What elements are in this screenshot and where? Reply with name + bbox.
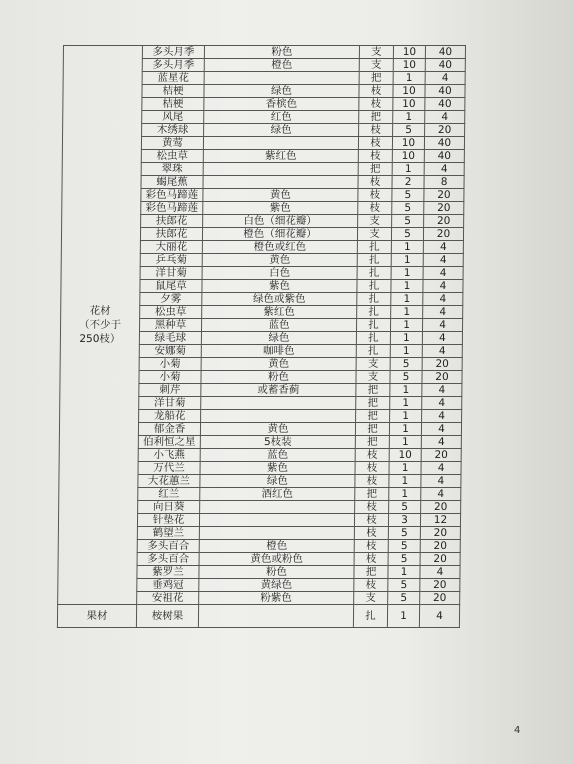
unit-cell: 把: [354, 566, 388, 579]
price-cell: 4: [422, 384, 462, 397]
unit-cell: 枝: [355, 449, 389, 462]
quantity-cell: 5: [392, 202, 424, 215]
item-spec-cell: 绿色: [204, 85, 359, 98]
price-cell: 4: [423, 306, 463, 319]
quantity-cell: 10: [393, 85, 425, 98]
item-name-cell: 向日葵: [138, 501, 200, 514]
item-name-cell: 绿毛球: [139, 332, 201, 345]
quantity-cell: 1: [391, 241, 423, 254]
price-cell: 40: [425, 46, 465, 59]
item-spec-cell: 香槟色: [204, 98, 359, 111]
item-name-cell: 风尾: [142, 111, 204, 124]
price-cell: 4: [421, 436, 461, 449]
item-name-cell: 垂鸡冠: [137, 579, 199, 592]
item-spec-cell: 白色: [202, 267, 357, 280]
item-spec-cell: 黄色: [201, 358, 356, 371]
unit-cell: 支: [359, 46, 393, 59]
quantity-cell: 10: [393, 46, 425, 59]
flower-material-table: [57, 45, 466, 628]
unit-cell: 枝: [355, 462, 389, 475]
item-name-cell: 彩色马蹄莲: [141, 202, 203, 215]
quantity-cell: 1: [389, 475, 421, 488]
price-cell: 40: [424, 150, 464, 163]
item-name-cell: 木绣球: [142, 124, 204, 137]
unit-cell: 扎: [357, 293, 391, 306]
item-name-cell: 安娜菊: [139, 345, 201, 358]
quantity-cell: 1: [389, 423, 421, 436]
table-body: [57, 46, 465, 628]
quantity-cell: 1: [390, 397, 422, 410]
unit-cell: 扎: [356, 319, 390, 332]
price-cell: 20: [425, 124, 465, 137]
item-name-cell: 郁金香: [138, 423, 200, 436]
quantity-cell: 1: [387, 605, 419, 628]
item-name-cell: 桔梗: [142, 85, 204, 98]
unit-cell: 支: [359, 59, 393, 72]
unit-cell: 支: [356, 358, 390, 371]
item-spec-cell: [199, 514, 354, 527]
item-spec-cell: 绿色或紫色: [202, 293, 357, 306]
unit-cell: 扎: [356, 345, 390, 358]
unit-cell: 枝: [358, 202, 392, 215]
item-spec-cell: 黄色或粉色: [199, 553, 354, 566]
item-spec-cell: 绿色: [200, 475, 355, 488]
item-name-cell: 蝎尾蕉: [141, 176, 203, 189]
price-cell: 8: [424, 176, 464, 189]
category-cell-fruit: 果材: [57, 605, 136, 628]
item-name-cell: 小飞燕: [138, 449, 200, 462]
unit-cell: 枝: [359, 98, 393, 111]
unit-cell: 扎: [356, 332, 390, 345]
item-spec-cell: 橙色（细花瓣）: [202, 228, 357, 241]
unit-cell: 把: [359, 72, 393, 85]
quantity-cell: 5: [390, 371, 422, 384]
unit-cell: 枝: [354, 514, 388, 527]
quantity-cell: 1: [389, 436, 421, 449]
unit-cell: 把: [356, 410, 390, 423]
price-cell: 20: [420, 540, 460, 553]
price-cell: 4: [422, 332, 462, 345]
price-cell: 20: [423, 228, 463, 241]
item-name-cell: 鹤望兰: [137, 527, 199, 540]
item-name-cell: 龙船花: [139, 410, 201, 423]
unit-cell: 扎: [357, 254, 391, 267]
unit-cell: 支: [356, 371, 390, 384]
item-spec-cell: 酒红色: [200, 488, 355, 501]
price-cell: 4: [421, 423, 461, 436]
quantity-cell: 5: [388, 527, 420, 540]
item-name-cell: 乒乓菊: [140, 254, 202, 267]
price-cell: 4: [421, 475, 461, 488]
quantity-cell: 1: [390, 345, 422, 358]
item-name-cell: 多头百合: [137, 540, 199, 553]
price-cell: 4: [422, 410, 462, 423]
quantity-cell: 1: [390, 384, 422, 397]
item-name-cell: 翠珠: [141, 163, 203, 176]
quantity-cell: 1: [390, 319, 422, 332]
item-name-cell: 红兰: [138, 488, 200, 501]
quantity-cell: 1: [388, 566, 420, 579]
item-spec-cell: 粉色: [201, 371, 356, 384]
unit-cell: 枝: [359, 85, 393, 98]
quantity-cell: 2: [392, 176, 424, 189]
quantity-cell: 1: [389, 462, 421, 475]
unit-cell: 支: [354, 592, 388, 605]
item-spec-cell: 粉紫色: [199, 592, 354, 605]
quantity-cell: 1: [390, 332, 422, 345]
unit-cell: 枝: [358, 189, 392, 202]
item-name-cell: 大丽花: [140, 241, 202, 254]
price-cell: 20: [424, 189, 464, 202]
item-name-cell: 桔梗: [142, 98, 204, 111]
price-cell: 40: [424, 137, 464, 150]
item-spec-cell: [198, 605, 353, 628]
page-number: 4: [514, 725, 521, 736]
quantity-cell: 5: [388, 592, 420, 605]
item-name-cell: 洋甘菊: [140, 267, 202, 280]
item-spec-cell: [203, 176, 358, 189]
price-cell: 4: [420, 566, 460, 579]
item-name-cell: 万代兰: [138, 462, 200, 475]
unit-cell: 枝: [355, 501, 389, 514]
item-name-cell: 彩色马蹄莲: [141, 189, 203, 202]
item-spec-cell: 黄色: [202, 254, 357, 267]
item-name-cell: 多头月季: [142, 59, 204, 72]
unit-cell: 把: [355, 488, 389, 501]
item-name-cell: 刺芹: [139, 384, 201, 397]
table-row: [63, 46, 465, 59]
price-cell: 4: [425, 111, 465, 124]
price-cell: 4: [422, 319, 462, 332]
item-name-cell: 针垫花: [137, 514, 199, 527]
price-cell: 4: [425, 72, 465, 85]
item-spec-cell: 紫色: [202, 280, 357, 293]
item-spec-cell: 橙色: [204, 59, 359, 72]
item-spec-cell: 黄色: [203, 189, 358, 202]
unit-cell: 把: [356, 397, 390, 410]
item-spec-cell: 粉色: [204, 46, 359, 59]
item-name-cell: 松虫草: [141, 150, 203, 163]
unit-cell: 扎: [353, 605, 387, 628]
quantity-cell: 1: [391, 293, 423, 306]
unit-cell: 把: [356, 384, 390, 397]
item-name-cell: 多头月季: [142, 46, 204, 59]
unit-cell: 枝: [358, 137, 392, 150]
item-spec-cell: 紫红色: [202, 306, 357, 319]
table-row-fruit: [57, 605, 459, 628]
unit-cell: 枝: [354, 527, 388, 540]
quantity-cell: 5: [393, 124, 425, 137]
unit-cell: 把: [358, 163, 392, 176]
quantity-cell: 1: [392, 163, 424, 176]
price-cell: 20: [421, 449, 461, 462]
item-spec-cell: [200, 501, 355, 514]
unit-cell: 枝: [354, 553, 388, 566]
price-cell: 12: [420, 514, 460, 527]
price-cell: 20: [424, 202, 464, 215]
unit-cell: 支: [358, 215, 392, 228]
price-cell: 4: [423, 241, 463, 254]
unit-cell: 枝: [358, 150, 392, 163]
unit-cell: 支: [357, 228, 391, 241]
item-name-cell: 扶郎花: [140, 228, 202, 241]
unit-cell: 把: [355, 436, 389, 449]
price-cell: 4: [421, 462, 461, 475]
unit-cell: 扎: [357, 241, 391, 254]
quantity-cell: 1: [393, 72, 425, 85]
quantity-cell: 5: [389, 501, 421, 514]
item-spec-cell: 紫色: [203, 202, 358, 215]
item-spec-cell: 5枝装: [200, 436, 355, 449]
price-cell: 4: [423, 280, 463, 293]
price-cell: 20: [420, 579, 460, 592]
item-spec-cell: 蓝色: [200, 449, 355, 462]
quantity-cell: 5: [388, 579, 420, 592]
item-spec-cell: [203, 163, 358, 176]
item-spec-cell: 绿色: [204, 124, 359, 137]
item-spec-cell: 紫色: [200, 462, 355, 475]
item-spec-cell: 黄绿色: [199, 579, 354, 592]
item-name-cell: 松虫草: [140, 306, 202, 319]
item-spec-cell: [201, 397, 356, 410]
quantity-cell: 1: [391, 280, 423, 293]
item-spec-cell: 紫红色: [203, 150, 358, 163]
price-cell: 40: [425, 59, 465, 72]
quantity-cell: 1: [391, 306, 423, 319]
price-cell: 40: [425, 85, 465, 98]
quantity-cell: 10: [393, 98, 425, 111]
price-cell: 4: [423, 293, 463, 306]
price-cell: 20: [420, 592, 460, 605]
quantity-cell: 1: [391, 267, 423, 280]
unit-cell: 枝: [359, 124, 393, 137]
price-cell: 4: [422, 345, 462, 358]
unit-cell: 枝: [354, 579, 388, 592]
item-spec-cell: 粉色: [199, 566, 354, 579]
item-name-cell: 蓝星花: [142, 72, 204, 85]
unit-cell: 扎: [357, 280, 391, 293]
category-cell-flowers: 花材 （不少于 250枝）: [58, 46, 143, 605]
item-spec-cell: 白色（细花瓣）: [203, 215, 358, 228]
price-cell: 4: [423, 267, 463, 280]
price-cell: 4: [421, 488, 461, 501]
item-spec-cell: 或蓄香蓟: [201, 384, 356, 397]
quantity-cell: 5: [392, 215, 424, 228]
item-name-cell: 扶郎花: [141, 215, 203, 228]
price-cell: 20: [422, 358, 462, 371]
price-cell: 4: [422, 397, 462, 410]
quantity-cell: 10: [393, 59, 425, 72]
item-name-cell: 小菊: [139, 358, 201, 371]
price-cell: 4: [419, 605, 459, 628]
item-name-cell: 伯利恒之星: [138, 436, 200, 449]
unit-cell: 枝: [358, 176, 392, 189]
item-spec-cell: [203, 137, 358, 150]
price-cell: 20: [424, 215, 464, 228]
quantity-cell: 10: [389, 449, 421, 462]
unit-cell: 扎: [357, 267, 391, 280]
price-cell: 4: [424, 163, 464, 176]
unit-cell: 扎: [357, 306, 391, 319]
quantity-cell: 1: [389, 488, 421, 501]
quantity-cell: 5: [388, 540, 420, 553]
unit-cell: 枝: [355, 475, 389, 488]
quantity-cell: 5: [390, 358, 422, 371]
item-name-cell: 洋甘菊: [139, 397, 201, 410]
unit-cell: 把: [359, 111, 393, 124]
item-name-cell: 黑种草: [139, 319, 201, 332]
unit-cell: 把: [355, 423, 389, 436]
item-spec-cell: 黄色: [200, 423, 355, 436]
item-name-cell: 夕雾: [140, 293, 202, 306]
item-spec-cell: 橙色: [199, 540, 354, 553]
item-name-cell: 紫罗兰: [137, 566, 199, 579]
price-cell: 20: [421, 501, 461, 514]
quantity-cell: 3: [388, 514, 420, 527]
item-spec-cell: 绿色: [201, 332, 356, 345]
item-spec-cell: 红色: [204, 111, 359, 124]
item-name-cell: 鼠尾草: [140, 280, 202, 293]
quantity-cell: 10: [392, 137, 424, 150]
item-name-cell: 黄莺: [141, 137, 203, 150]
item-spec-cell: 橙色或红色: [202, 241, 357, 254]
price-cell: 20: [422, 371, 462, 384]
item-name-cell: 桉树果: [136, 605, 198, 628]
item-name-cell: 大花蕙兰: [138, 475, 200, 488]
item-spec-cell: 咖啡色: [201, 345, 356, 358]
item-name-cell: 小菊: [139, 371, 201, 384]
unit-cell: 枝: [354, 540, 388, 553]
quantity-cell: 10: [392, 150, 424, 163]
quantity-cell: 1: [393, 111, 425, 124]
quantity-cell: 5: [392, 189, 424, 202]
item-spec-cell: 蓝色: [201, 319, 356, 332]
price-cell: 4: [423, 254, 463, 267]
quantity-cell: 5: [388, 553, 420, 566]
quantity-cell: 1: [391, 254, 423, 267]
quantity-cell: 1: [390, 410, 422, 423]
item-spec-cell: [199, 527, 354, 540]
quantity-cell: 5: [391, 228, 423, 241]
item-name-cell: 安祖花: [137, 592, 199, 605]
item-name-cell: 多头百合: [137, 553, 199, 566]
price-cell: 40: [425, 98, 465, 111]
price-cell: 20: [420, 527, 460, 540]
item-spec-cell: [201, 410, 356, 423]
item-spec-cell: [204, 72, 359, 85]
price-cell: 20: [420, 553, 460, 566]
